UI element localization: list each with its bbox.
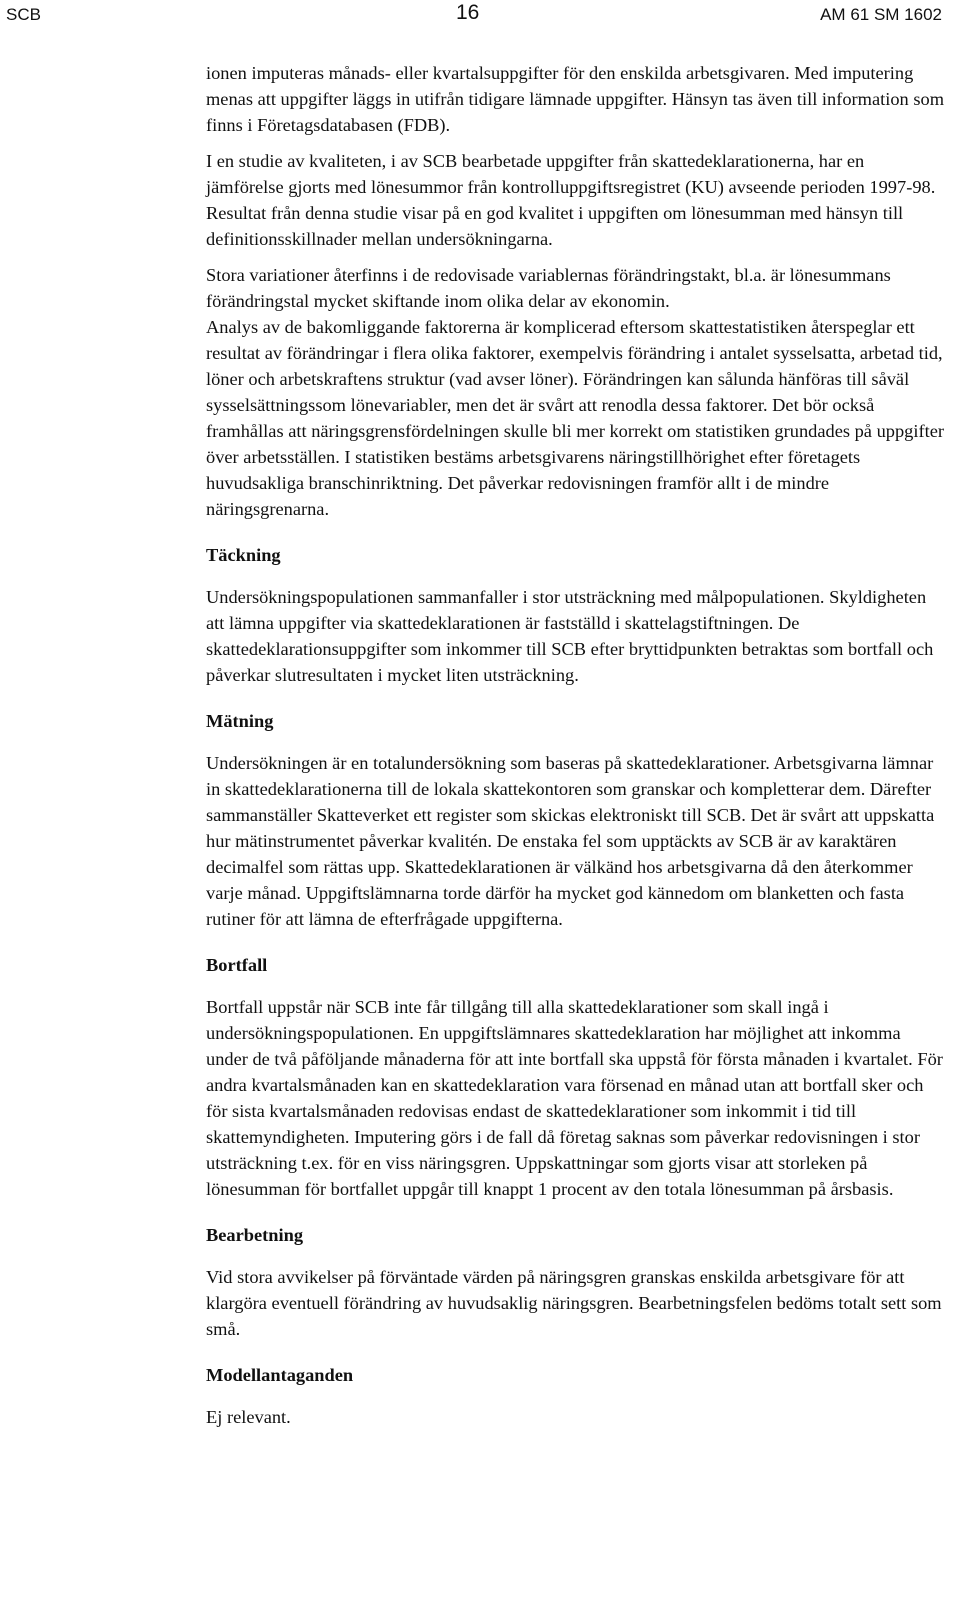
paragraph-imputation: ionen imputeras månads- eller kvartalsuppgifter för den enskilda arbetsgivaren. Med imputering menas att uppgifter läggs in utifrån tidigare lämnade uppgifter. Hänsyn tas även till information som finns i Företagsdatabasen (FDB).: [206, 63, 944, 135]
section-text-matning: Undersökningen är en totalundersökning som baseras på skattedeklarationer. Arbetsgivarna lämnar in skattedeklarationerna till de lokala skattekontoren som granskar och kompletterar dem. Därefter sammanställer Skatteverket ett register som skickas elektroniskt till SCB. Det är svårt att uppskatta hur mätinstrumentet påverkar kvalitén. De enstaka fel som upptäckts av SCB är av karaktären decimalfel som rättas upp. Skattedeklarationen är välkänd hos arbetsgivarna då den återkommer varje månad. Uppgiftslämnarna torde därför ha mycket god kännedom om blanketten och fasta rutiner för att lämna de efterfrågade uppgifterna.: [206, 753, 935, 929]
header-publisher: SCB: [6, 5, 41, 24]
section-text-tackning: Undersökningspopulationen sammanfaller i stor utsträckning med målpopulationen. Skyldigheten att lämna uppgifter via skattedeklarationen är fastställd i skattelagstiftningen. De skattedeklarationsuppgifter som inkommer till SCB efter bryttidpunkten betraktas som bortfall och påverkar slutresultaten i mycket liten utsträckning.: [206, 587, 934, 685]
document-body: [206, 60, 944, 1440]
paragraph-variations: Stora variationer återfinns i de redovisade variablernas förändringstakt, bl.a. är lönesummans förändringstal mycket skiftande inom olika delar av ekonomin.: [206, 265, 891, 311]
page-number: 16: [456, 1, 480, 24]
section-heading-bearbetning: Bearbetning: [206, 1225, 304, 1245]
section-text-modellantaganden: Ej relevant.: [206, 1407, 291, 1427]
section-heading-modellantaganden: Modellantaganden: [206, 1365, 354, 1385]
header-document-code: AM 61 SM 1602: [820, 5, 942, 24]
page-header: [0, 0, 960, 30]
section-text-bortfall: Bortfall uppstår när SCB inte får tillgång till alla skattedeklarationer som skall ingå i undersökningspopulationen. En uppgiftslämnares skattedeklaration har möjlighet att inkomma under de två påföljande månaderna för att inte bortfall ska uppstå för första månaden i kvartalet. För andra kvartalsmånaden kan en skattedeklaration vara försenad en månad utan att bortfall sker och för sista kvartalsmånaden redovisas endast de skattedeklarationer som inkommit i tid till skattemyndigheten. Imputering görs i de fall då företag saknas som påverkar redovisningen i stor utsträckning t.ex. för en viss näringsgren. Uppskattningar som gjorts visar att storleken på lönesumman för bortfallet uppgår till knappt 1 procent av den totala lönesumman på årsbasis.: [206, 997, 943, 1199]
section-heading-tackning: Täckning: [206, 545, 281, 565]
section-text-bearbetning: Vid stora avvikelser på förväntade värden på näringsgren granskas enskilda arbetsgivare för att klargöra eventuell förändring av huvudsaklig näringsgren. Bearbetningsfelen bedöms totalt sett som små.: [206, 1267, 942, 1339]
section-heading-matning: Mätning: [206, 711, 274, 731]
paragraph-quality-study: I en studie av kvaliteten, i av SCB bearbetade uppgifter från skattedeklarationerna, har en jämförelse gjorts med lönesummor från kontrolluppgiftsregistret (KU) avseende perioden 1997-98. Resultat från denna studie visar på en god kvalitet i uppgiften om lönesumman med hänsyn till definitionsskillnader mellan undersökningarna.: [206, 151, 936, 249]
paragraph-analysis: Analys av de bakomliggande faktorerna är komplicerad eftersom skattestatistiken återspeglar ett resultat av förändringar i flera olika faktorer, exempelvis förändring i antalet sysselsatta, arbetad tid, löner och arbetskraftens struktur (vad avser löner). Förändringen kan sålunda hänföras till såväl sysselsättningssom lönevariabler, men det är svårt att renodla dessa faktorer. Det bör också framhållas att näringsgrensfördelningen skulle bli mer korrekt om statistiken grundades på uppgifter över arbetsställen. I statistiken bestäms arbetsgivarens näringstillhörighet efter företagets huvudsakliga branschinriktning. Det påverkar redovisningen framför allt i de mindre näringsgrenarna.: [206, 317, 944, 519]
section-heading-bortfall: Bortfall: [206, 955, 268, 975]
